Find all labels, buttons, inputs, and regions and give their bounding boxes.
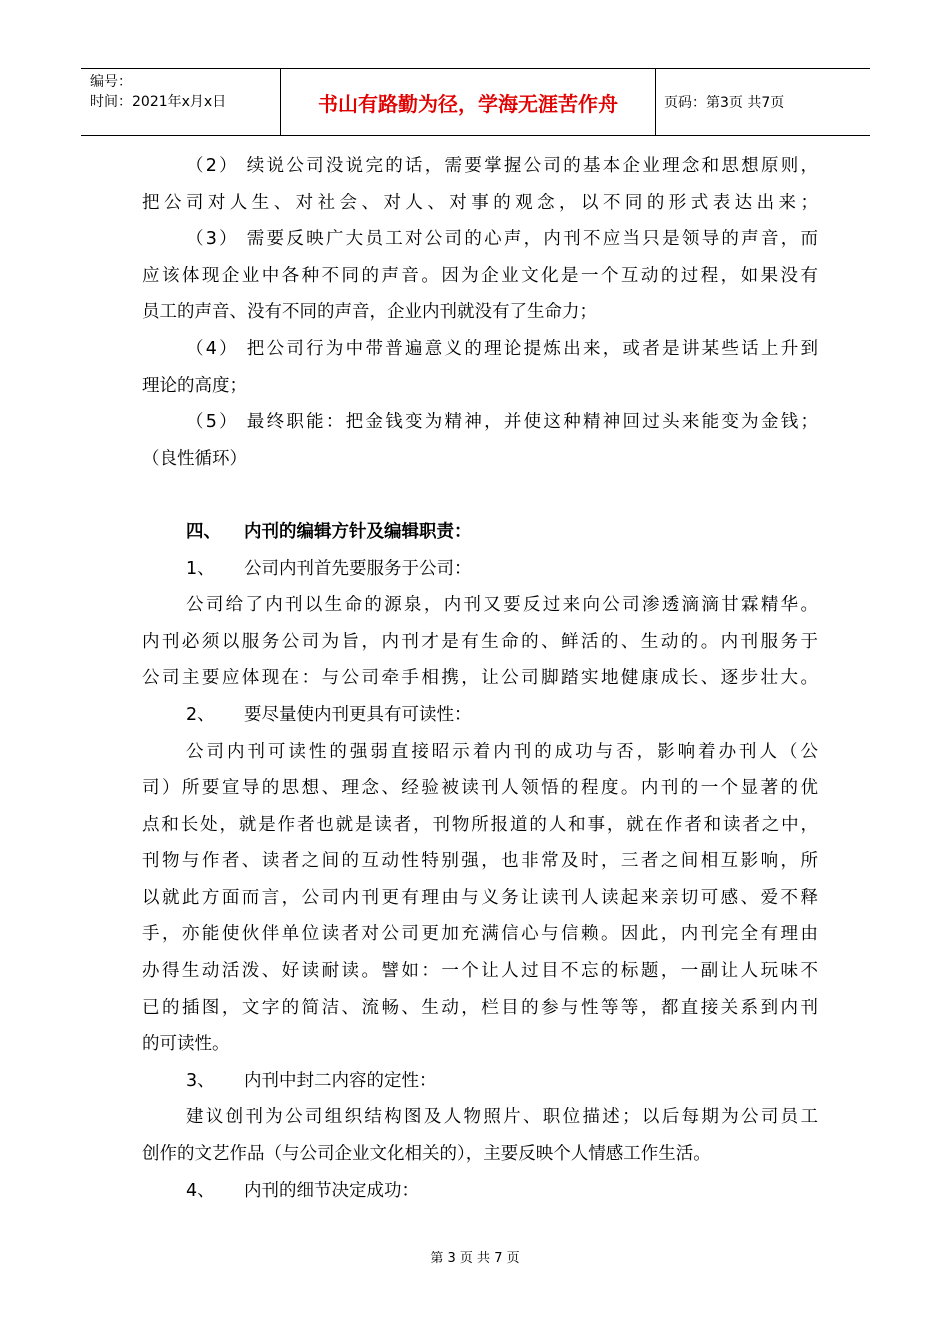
p3-line-3: 员工的声音、没有不同的声音，企业内刊就没有了生命力； [142, 302, 597, 323]
page-header [81, 68, 870, 136]
item3-number: 3、 [186, 1070, 215, 1091]
time-label: 时间：2021年x月x日 [90, 94, 227, 110]
item2-line-4: 刊物与作者、读者之间的互动性特别强，也非常及时，三者之间相互影响，所 [142, 851, 818, 872]
item4-title: 内刊的细节决定成功： [244, 1180, 419, 1201]
item1-title: 公司内刊首先要服务于公司： [244, 558, 472, 579]
item2-line-1: 公司内刊可读性的强弱直接昭示着内刊的成功与否，影响着办刊人（公 [186, 741, 818, 762]
item2-title: 要尽量使内刊更具有可读性： [244, 704, 472, 725]
item3-line-1: 建议创刊为公司组织结构图及人物照片、职位描述；以后每期为公司员工 [186, 1107, 818, 1128]
item3-heading [142, 1063, 818, 1100]
item2-line-8: 已的插图，文字的简洁、流畅、生动，栏目的参与性等等，都直接关系到内刊 [142, 997, 818, 1018]
section-title: 内刊的编辑方针及编辑职责： [244, 521, 472, 542]
header-meta [81, 69, 281, 135]
p2-line-1: （2） 续说公司没说完的话，需要掌握公司的基本企业理念和思想原则， [186, 156, 818, 176]
p4-line-2: 理论的高度； [142, 375, 247, 396]
item2-line-9: 的可读性。 [142, 1034, 230, 1055]
item2-line-3: 点和长处，就是作者也就是读者，刊物所报道的人和事，就在作者和读者之中， [142, 814, 818, 835]
p3-line-2: 应该体现企业中各种不同的声音。因为企业文化是一个互动的过程，如果没有 [142, 265, 818, 286]
code-label: 编号： [90, 74, 132, 90]
spacer [142, 477, 818, 514]
item2-line-2: 司）所要宣导的思想、理念、经验被读刊人领悟的程度。内刊的一个显著的优 [142, 778, 818, 799]
p5-line-1: （5） 最终职能：把金钱变为精神，并使这种精神回过头来能变为金钱； [186, 412, 818, 433]
p5-line-2: （良性循环） [142, 448, 247, 469]
p3-line-1: （3） 需要反映广大员工对公司的心声，内刊不应当只是领导的声音，而 [186, 229, 818, 250]
item2-number: 2、 [186, 704, 215, 725]
header-page-info: 页码：第3页 共7页 [664, 95, 785, 111]
p2-line-2: 把公司对人生、对社会、对人、对事的观念，以不同的形式表达出来； [142, 192, 818, 213]
header-motto: 书山有路勤为径，学海无涯苦作舟 [281, 69, 656, 135]
item2-line-7: 办得生动活泼、好读耐读。譬如：一个让人过目不忘的标题，一副让人玩味不 [142, 961, 818, 982]
item1-number: 1、 [186, 558, 215, 579]
item2-line-5: 以就此方面而言，公司内刊更有理由与义务让读刊人读起来亲切可感、爱不释 [142, 887, 818, 908]
item2-line-6: 手，亦能使伙伴单位读者对公司更加充满信心与信赖。因此，内刊完全有理由 [142, 924, 818, 945]
document-body [142, 148, 818, 1209]
item1-line-1: 公司给了内刊以生命的源泉，内刊又要反过来向公司渗透滴滴甘霖精华。 [186, 595, 818, 616]
section-number: 四、 [186, 521, 221, 542]
item4-heading [142, 1173, 818, 1210]
p4-line-1: （4） 把公司行为中带普遍意义的理论提炼出来，或者是讲某些话上升到 [186, 338, 818, 359]
item1-line-2: 内刊必须以服务公司为旨，内刊才是有生命的、鲜活的、生动的。内刊服务于 [142, 631, 818, 652]
item3-title: 内刊中封二内容的定性： [244, 1070, 437, 1091]
page-footer: 第 3 页 共 7 页 [430, 1251, 520, 1266]
section-heading [142, 514, 818, 551]
item3-line-2: 创作的文艺作品（与公司企业文化相关的），主要反映个人情感工作生活。 [142, 1144, 711, 1165]
item2-heading [142, 697, 818, 734]
item1-line-3: 公司主要应体现在：与公司牵手相携，让公司脚踏实地健康成长、逐步壮大。 [142, 668, 818, 689]
item4-number: 4、 [186, 1180, 215, 1201]
item1-heading [142, 551, 818, 588]
